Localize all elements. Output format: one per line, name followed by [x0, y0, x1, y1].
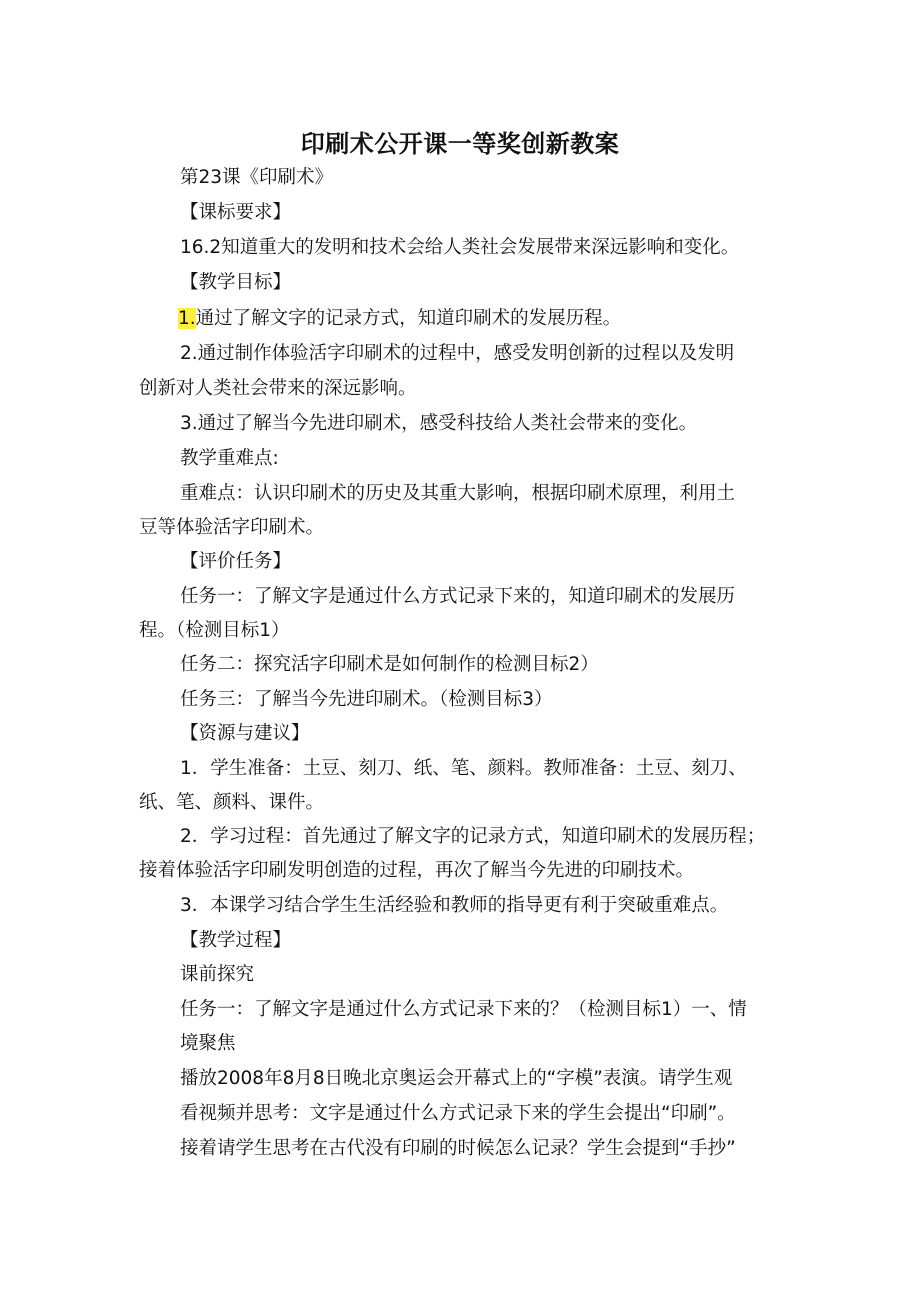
paragraph-line: 教学重难点: [180, 448, 279, 469]
paragraph-line: 创新对人类社会带来的深远影响。 [139, 378, 417, 399]
section-heading: 【评价任务】 [180, 551, 292, 572]
highlighted-marker: 1. [178, 308, 196, 329]
paragraph-line: 接着请学生思考在古代没有印刷的时候怎么记录？学生会提到“手抄” [180, 1138, 736, 1159]
section-heading: 【教学过程】 [180, 930, 292, 951]
paragraph-line: 豆等体验活字印刷术。 [139, 517, 325, 538]
paragraph-line: 2.通过制作体验活字印刷术的过程中，感受发明创新的过程以及发明 [180, 343, 735, 364]
paragraph-line: 1.通过了解文字的记录方式，知道印刷术的发展历程。 [178, 308, 622, 329]
paragraph-line: 1．学生准备：土豆、刻刀、纸、笔、颜料。教师准备：土豆、刻刀、 [180, 758, 747, 779]
section-heading: 【资源与建议】 [180, 723, 310, 744]
section-heading: 【教学目标】 [180, 272, 292, 293]
paragraph-line: 程。（检测目标1） [139, 620, 290, 641]
paragraph-line: 重难点：认识印刷术的历史及其重大影响，根据印刷术原理，利用土 [180, 483, 736, 504]
paragraph-line: 任务一：了解文字是通过什么方式记录下来的，知道印刷术的发展历 [180, 586, 736, 607]
paragraph-line: 3．本课学习结合学生生活经验和教师的指导更有利于突破重难点。 [180, 895, 729, 916]
paragraph-line: 3.通过了解当今先进印刷术，感受科技给人类社会带来的变化。 [180, 413, 698, 434]
paragraph-line: 播放2008年8月8日晚北京奥运会开幕式上的“字模”表演。请学生观 [180, 1068, 733, 1089]
paragraph-line: 境聚焦 [180, 1033, 236, 1054]
lesson-heading: 第23课《印刷术》 [180, 167, 334, 188]
paragraph-line: 2．学习过程：首先通过了解文字的记录方式，知道印刷术的发展历程； [180, 826, 766, 847]
document-title: 印刷术公开课一等奖创新教案 [300, 130, 620, 158]
paragraph-line: 接着体验活字印刷发明创造的过程，再次了解当今先进的印刷技术。 [139, 860, 695, 881]
paragraph-line: 课前探究 [180, 964, 255, 985]
paragraph-line: 任务三：了解当今先进印刷术。（检测目标3） [180, 689, 553, 710]
paragraph-line: 纸、笔、颜料、课件。 [139, 792, 325, 813]
section-heading: 【课标要求】 [180, 202, 292, 223]
paragraph-line: 任务一：了解文字是通过什么方式记录下来的？（检测目标1）一、情 [180, 999, 747, 1020]
paragraph-line: 看视频并思考：文字是通过什么方式记录下来的学生会提出“印刷”。 [180, 1103, 736, 1124]
paragraph-line: 任务二：探究活字印刷术是如何制作的检测目标2） [180, 654, 599, 675]
paragraph-line: 16.2知道重大的发明和技术会给人类社会发展带来深远影响和变化。 [180, 237, 740, 258]
